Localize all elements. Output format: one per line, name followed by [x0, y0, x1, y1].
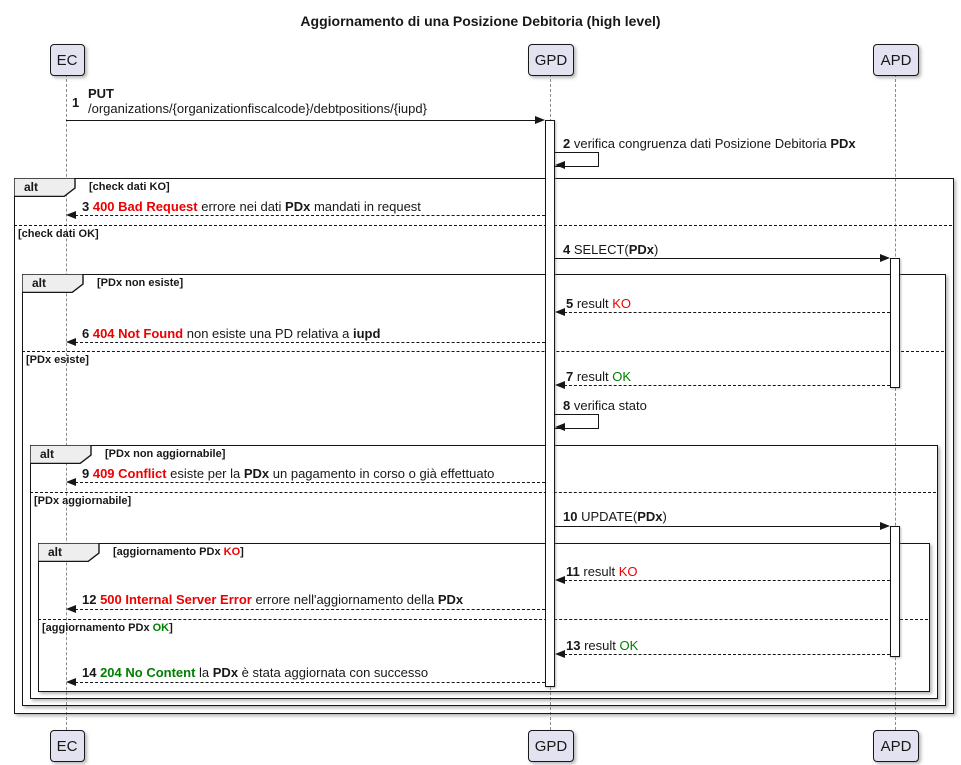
arrowhead-right-icon-4	[880, 254, 890, 262]
text-segment: non esiste una PD relativa a	[183, 326, 353, 341]
text-segment: ]	[169, 622, 173, 634]
alt-frame-condition-aggiornamento-pdx	[113, 546, 244, 558]
text-segment: iupd	[352, 326, 381, 341]
text-segment: PDx	[437, 592, 464, 607]
message-text-5	[566, 296, 631, 311]
alt-frame-divider-label-pdx-esiste	[26, 354, 89, 366]
alt-frame-condition-pdx-aggiornabile	[105, 448, 225, 460]
message-arrow-7	[564, 385, 890, 386]
text-segment: PDx	[243, 466, 270, 481]
message-line-text	[563, 509, 667, 524]
text-segment: PDx	[830, 136, 856, 151]
text-segment: UPDATE(	[581, 509, 638, 524]
text-segment: [PDx aggiornabile]	[34, 495, 132, 507]
text-segment: /organizations/{organizationfiscalcode}/debtpositions/{iupd}	[88, 101, 427, 116]
text-segment: 409 Conflict	[92, 466, 167, 481]
actor-box-bottom-GPD: GPD	[528, 730, 574, 762]
text-segment: errore nei dati	[197, 199, 286, 214]
text-segment: è stata aggiornata con successo	[238, 665, 429, 680]
text-segment: PDx	[628, 242, 655, 257]
text-segment: 5	[566, 296, 577, 311]
text-segment: result	[576, 369, 613, 384]
text-segment: verifica stato	[573, 398, 647, 413]
message-arrow-3	[75, 215, 545, 216]
message-arrow-13	[564, 654, 890, 655]
alt-frame-divider-aggiornamento-pdx	[38, 619, 928, 620]
text-segment: 2	[563, 136, 574, 151]
alt-frame-divider-pdx-aggiornabile	[30, 492, 936, 493]
message-text-3	[82, 199, 421, 214]
arrowhead-left-icon-7	[555, 381, 565, 389]
text-segment: 204 No Content	[100, 665, 196, 680]
text-segment: PDx	[285, 199, 311, 214]
text-segment: [PDx esiste]	[26, 354, 89, 366]
arrowhead-left-icon-14	[66, 678, 76, 686]
actor-box-top-GPD: GPD	[528, 44, 574, 76]
alt-frame-divider-label-check-dati	[18, 228, 99, 240]
alt-frame-condition-check-dati	[89, 181, 170, 193]
text-segment: 9	[82, 466, 93, 481]
message-line-text	[82, 592, 463, 607]
arrowhead-left-icon-6	[66, 338, 76, 346]
alt-frame-divider-pdx-esiste	[22, 351, 944, 352]
message-text-9	[82, 466, 494, 481]
message-line-text	[566, 638, 638, 653]
text-segment: 13	[566, 638, 585, 653]
arrowhead-right-icon-1	[535, 116, 545, 124]
message-line-text	[88, 86, 427, 101]
text-segment: 12	[82, 592, 101, 607]
activation-bar-apd-select	[890, 258, 900, 388]
text-segment: 8	[563, 398, 574, 413]
message-arrow-9	[75, 482, 545, 483]
activation-bar-apd-update	[890, 526, 900, 657]
arrowhead-left-icon-3	[66, 211, 76, 219]
text-segment: 404 Not Found	[92, 326, 184, 341]
text-segment: SELECT(	[573, 242, 629, 257]
arrowhead-left-icon-5	[555, 308, 565, 316]
arrowhead-left-icon-9	[66, 478, 76, 486]
message-arrow-4	[555, 258, 881, 259]
message-text-6	[82, 326, 380, 341]
text-segment: result	[576, 296, 613, 311]
text-segment: 10	[563, 509, 582, 524]
message-line-text	[82, 199, 421, 214]
alt-frame-tag-label-pdx-esiste: alt	[32, 276, 47, 290]
text-segment: errore nell'aggiornamento della	[251, 592, 438, 607]
message-arrow-14	[75, 682, 545, 683]
text-segment: result	[583, 564, 619, 579]
message-line-text	[82, 326, 380, 341]
alt-frame-divider-check-dati	[14, 225, 952, 226]
message-text-10	[563, 509, 667, 524]
arrowhead-left-icon-12	[66, 605, 76, 613]
message-line-text	[566, 369, 631, 384]
message-text-11	[566, 564, 638, 579]
message-line-text	[82, 466, 494, 481]
text-segment: 14	[82, 665, 101, 680]
alt-frame-tag-label-aggiornamento-pdx: alt	[48, 545, 63, 559]
message-text-12	[82, 592, 463, 607]
actor-box-bottom-EC: EC	[50, 730, 85, 762]
actor-box-bottom-APD: APD	[873, 730, 919, 762]
message-line-text	[566, 296, 631, 311]
diagram-title: Aggiornamento di una Posizione Debitoria (high level)	[300, 13, 661, 29]
message-line-text	[88, 101, 427, 116]
alt-frame-divider-label-aggiornamento-pdx	[42, 622, 173, 634]
message-arrow-10	[555, 526, 881, 527]
message-number-1: 1	[72, 95, 80, 110]
text-segment: [aggiornamento PDx	[113, 546, 224, 558]
arrowhead-left-icon-2	[555, 161, 565, 169]
text-segment: [check dati OK]	[18, 228, 99, 240]
text-segment: [aggiornamento PDx	[42, 622, 153, 634]
text-segment: OK	[152, 622, 170, 634]
text-segment: un pagamento in corso o già effettuato	[269, 466, 495, 481]
text-segment: 6	[82, 326, 93, 341]
message-arrow-1	[66, 120, 536, 121]
message-text-1	[88, 86, 427, 116]
alt-frame-tag-label-pdx-aggiornabile: alt	[40, 447, 55, 461]
text-segment: OK	[612, 369, 632, 384]
text-segment: KO	[223, 546, 241, 558]
message-line-text	[563, 242, 658, 257]
text-segment: esiste per la	[166, 466, 244, 481]
actor-box-top-EC: EC	[50, 44, 85, 76]
text-segment: PUT	[88, 86, 114, 101]
alt-frame-divider-label-pdx-aggiornabile	[34, 495, 131, 507]
message-text-2	[563, 136, 856, 151]
message-arrow-6	[75, 342, 545, 343]
message-arrow-12	[75, 609, 545, 610]
text-segment: mandati in request	[310, 199, 421, 214]
actor-box-top-APD: APD	[873, 44, 919, 76]
message-line-text	[563, 398, 647, 413]
text-segment: 11	[566, 564, 584, 579]
message-text-13	[566, 638, 638, 653]
message-line-text	[563, 136, 856, 151]
alt-frame-tag-label-check-dati: alt	[24, 180, 39, 194]
message-text-14	[82, 665, 428, 680]
text-segment: 3	[82, 199, 93, 214]
text-segment: [PDx non aggiornabile]	[105, 448, 226, 460]
text-segment: ]	[240, 546, 244, 558]
message-text-4	[563, 242, 658, 257]
text-segment: OK	[619, 638, 639, 653]
text-segment: 500 Internal Server Error	[100, 592, 252, 607]
message-text-7	[566, 369, 631, 384]
text-segment: PDx	[212, 665, 239, 680]
message-arrow-5	[564, 312, 890, 313]
text-segment: KO	[618, 564, 638, 579]
arrowhead-left-icon-13	[555, 650, 565, 658]
alt-frame-condition-pdx-esiste	[97, 277, 183, 289]
message-line-text	[82, 665, 428, 680]
arrowhead-left-icon-8	[555, 423, 565, 431]
text-segment: )	[654, 242, 659, 257]
text-segment: 400 Bad Request	[92, 199, 198, 214]
text-segment: [PDx non esiste]	[97, 277, 184, 289]
text-segment: KO	[612, 296, 632, 311]
text-segment: la	[195, 665, 213, 680]
arrowhead-left-icon-11	[555, 576, 565, 584]
message-line-text	[566, 564, 638, 579]
arrowhead-right-icon-10	[880, 522, 890, 530]
message-arrow-11	[564, 580, 890, 581]
text-segment: )	[662, 509, 667, 524]
text-segment: [check dati KO]	[89, 181, 170, 193]
text-segment: verifica congruenza dati Posizione Debitoria	[573, 136, 831, 151]
text-segment: 7	[566, 369, 577, 384]
text-segment: result	[584, 638, 620, 653]
text-segment: PDx	[637, 509, 663, 524]
text-segment: 4	[563, 242, 574, 257]
activation-bar-gpd-main	[545, 120, 555, 687]
message-text-8	[563, 398, 647, 413]
